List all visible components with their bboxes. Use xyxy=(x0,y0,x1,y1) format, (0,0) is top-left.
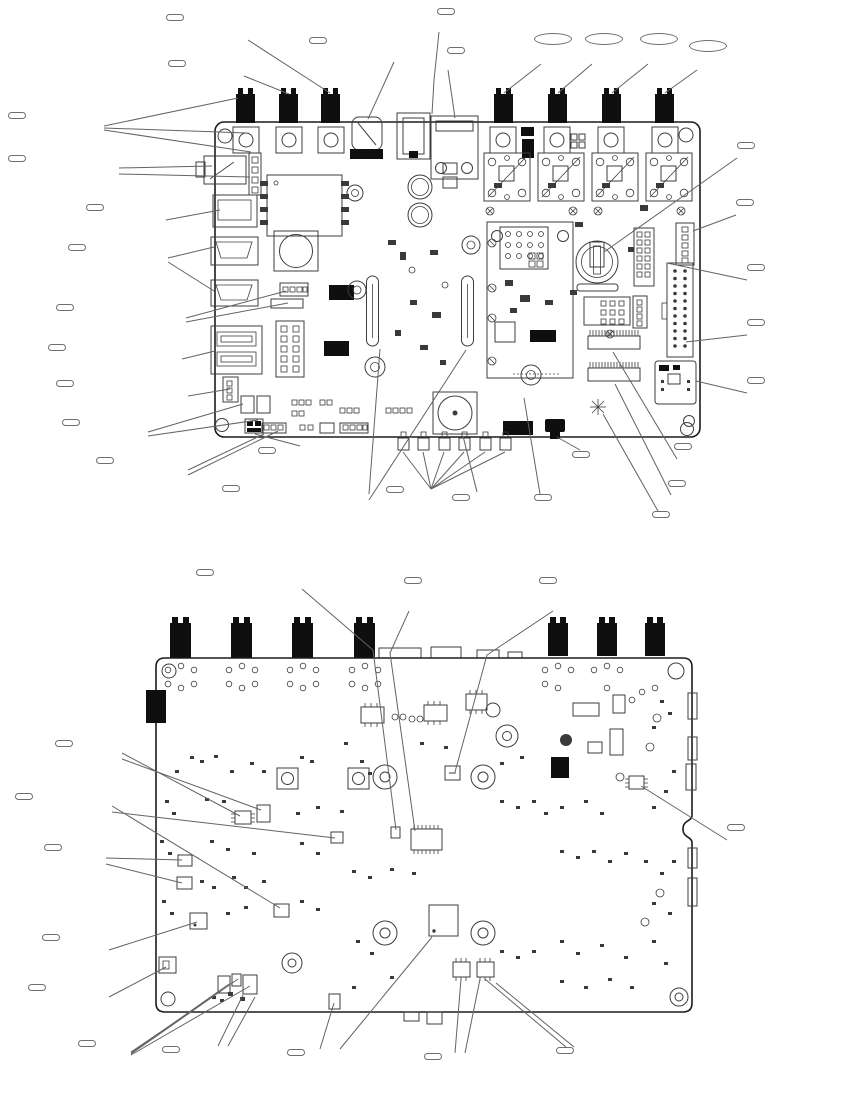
callout-j1-j2 xyxy=(222,485,240,492)
callout-j3 xyxy=(534,494,552,501)
callout-ic42 xyxy=(727,824,745,831)
callout-j20-j22 xyxy=(8,112,26,119)
callout-ic8 xyxy=(404,577,422,584)
bottom-board xyxy=(146,617,697,1024)
callout-j14-j17 xyxy=(8,155,26,162)
callout-xo1 xyxy=(652,511,670,518)
xo1-mark xyxy=(590,399,606,415)
callout-j35 xyxy=(166,14,184,21)
callout-ic52-ic53 xyxy=(96,457,114,464)
callout-j30-j31 xyxy=(68,244,86,251)
callout-j43 xyxy=(585,33,623,45)
callout-j23-j24 xyxy=(62,419,80,426)
callout-j16 xyxy=(674,443,692,450)
callout-ic12-ic13 xyxy=(556,1047,574,1054)
callout-j29 xyxy=(48,344,66,351)
callout-ic19 xyxy=(287,1049,305,1056)
callout-ic47-ic49 xyxy=(15,793,33,800)
callout-ic28 xyxy=(28,984,46,991)
callout-btn1 xyxy=(572,451,590,458)
callout-ic9 xyxy=(196,569,214,576)
bottom-top-blocks xyxy=(170,617,665,658)
callout-ic10-ic11 xyxy=(424,1053,442,1060)
callout-j27 xyxy=(56,380,74,387)
callout-j52-j53 xyxy=(56,304,74,311)
callout-j9 xyxy=(447,47,465,54)
callout-led1-6 xyxy=(386,486,404,493)
callout-j10 xyxy=(747,319,765,326)
callout-ic15-ic17 xyxy=(55,740,73,747)
callout-j46 xyxy=(640,33,678,45)
callout-j7 xyxy=(86,204,104,211)
callout-ic44 xyxy=(539,577,557,584)
callout-xo2-5 xyxy=(78,1040,96,1047)
callout-j47 xyxy=(534,33,572,45)
callout-sw1 xyxy=(258,447,276,454)
callout-j4 xyxy=(747,377,765,384)
callout-j42 xyxy=(689,40,727,52)
callout-j32 xyxy=(168,60,186,67)
callout-j8 xyxy=(736,199,754,206)
callout-ic25 xyxy=(42,934,60,941)
top-board xyxy=(196,88,700,450)
callout-bz1 xyxy=(452,494,470,501)
callout-j25 xyxy=(309,37,327,44)
callout-j49 xyxy=(437,8,455,15)
callout-ic14-ic16 xyxy=(162,1046,180,1053)
callout-batt1 xyxy=(737,142,755,149)
callout-j12 xyxy=(747,264,765,271)
callout-j15 xyxy=(668,480,686,487)
callout-ic27-ic29 xyxy=(44,844,62,851)
